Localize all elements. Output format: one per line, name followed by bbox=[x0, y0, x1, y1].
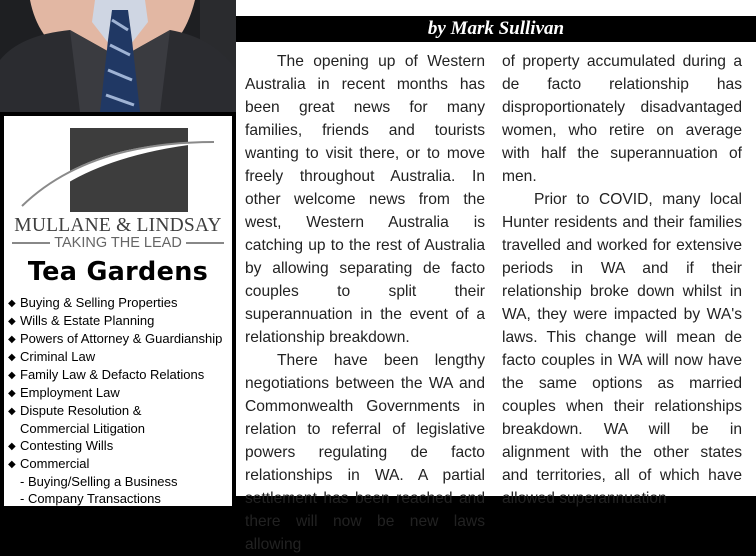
service-label: - Company Transactions bbox=[20, 491, 161, 506]
bullet-icon: ◆ bbox=[8, 388, 16, 399]
service-item bbox=[8, 420, 232, 437]
tagline-rule-right bbox=[186, 242, 224, 244]
service-item bbox=[8, 384, 232, 402]
bullet-icon: ◆ bbox=[8, 459, 16, 470]
service-item bbox=[8, 330, 232, 348]
service-label: Powers of Attorney & Guardianship bbox=[20, 331, 223, 346]
article-paragraph: There have been lengthy negotiations between the WA and Commonwealth Governments in relation to referral of legislative powers regulating de facto relationships in WA. A partial settlement has been reached and there will now be new laws allowing bbox=[245, 352, 485, 553]
service-label: Wills & Estate Planning bbox=[20, 313, 155, 328]
service-item bbox=[8, 294, 232, 312]
service-label: - Buying/Selling a Business bbox=[20, 474, 178, 489]
author-photo bbox=[0, 0, 236, 112]
article-body bbox=[236, 42, 756, 553]
service-item bbox=[8, 473, 232, 490]
service-item bbox=[8, 490, 232, 507]
service-label: Buying & Selling Properties bbox=[20, 295, 178, 310]
service-label: Dispute Resolution & bbox=[20, 403, 142, 418]
service-label: Criminal Law bbox=[20, 349, 96, 364]
service-label: Employment Law bbox=[20, 385, 120, 400]
office-town: Tea Gardens bbox=[27, 257, 209, 287]
article-paragraph-continued: of property accumulated during a de facto relationship has disproportionately disadvantaged women, who retire on average with half the superannuation of men. bbox=[502, 53, 742, 185]
article-column-right bbox=[502, 50, 742, 510]
service-label: Commercial Litigation bbox=[20, 421, 145, 436]
service-item bbox=[8, 402, 232, 420]
bullet-icon: ◆ bbox=[8, 441, 16, 452]
bullet-icon: ◆ bbox=[8, 334, 16, 345]
bullet-icon: ◆ bbox=[8, 370, 16, 381]
service-label: Contesting Wills bbox=[20, 438, 114, 453]
service-item bbox=[8, 437, 232, 455]
service-item bbox=[8, 312, 232, 330]
firm-logo-icon bbox=[18, 120, 218, 224]
bullet-icon: ◆ bbox=[8, 298, 16, 309]
author-portrait-image bbox=[0, 0, 236, 112]
firm-name: MULLANE & LINDSAY bbox=[14, 215, 222, 236]
service-item bbox=[8, 348, 232, 366]
law-firm-advertisement bbox=[4, 116, 232, 506]
service-label: Family Law & Defacto Relations bbox=[20, 367, 205, 382]
bullet-icon: ◆ bbox=[8, 406, 16, 417]
article-paragraph: Prior to COVID, many local Hunter residents and their families travelled and worked for extensive periods in WA and if their relationship broke down whilst in WA, they were impacted by WA's laws. This change will mean de facto couples in WA will now have the same options as married couples when their relationships breakdown. WA will be in alignment with the other states and territories, all of which have allowed superannuation bbox=[502, 191, 742, 507]
article-byline: by Mark Sullivan bbox=[236, 16, 756, 42]
tagline-rule-left bbox=[12, 242, 50, 244]
bullet-icon: ◆ bbox=[8, 316, 16, 327]
services-list bbox=[8, 294, 232, 507]
service-label: Commercial bbox=[20, 456, 90, 471]
article-column-left bbox=[245, 50, 485, 556]
article-paragraph: The opening up of Western Australia in recent months has been great news for many families, friends and tourists wanting to visit there, or to move freely throughout Australia. In other welcome news from the west, Western Australia is catching up to the rest of Australia by allowing separating de facto couples to split their superannuation in the event of a relationship breakdown. bbox=[245, 53, 485, 346]
firm-tagline bbox=[12, 235, 224, 251]
service-item bbox=[8, 455, 232, 473]
service-item bbox=[8, 366, 232, 384]
bullet-icon: ◆ bbox=[8, 352, 16, 363]
tagline-text: TAKING THE LEAD bbox=[54, 235, 182, 251]
headline-strip bbox=[236, 0, 756, 16]
